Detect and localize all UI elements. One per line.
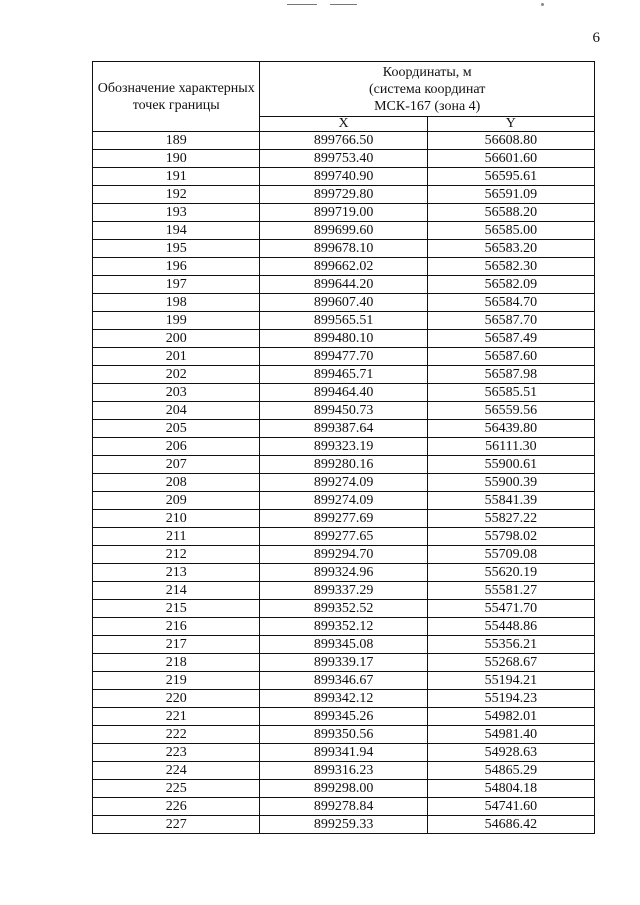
point-id-cell: 214 — [93, 582, 260, 600]
table-row — [93, 312, 595, 330]
point-id-cell: 199 — [93, 312, 260, 330]
point-id-cell: 200 — [93, 330, 260, 348]
point-id-cell: 217 — [93, 636, 260, 654]
x-coordinate-cell: 899699.60 — [260, 222, 427, 240]
coordinates-header — [260, 62, 595, 117]
y-coordinate-cell: 54982.01 — [427, 708, 594, 726]
y-coordinate-cell: 56588.20 — [427, 204, 594, 222]
point-id-cell: 221 — [93, 708, 260, 726]
x-coordinate-cell: 899277.69 — [260, 510, 427, 528]
point-id-cell: 192 — [93, 186, 260, 204]
x-coordinate-cell: 899294.70 — [260, 546, 427, 564]
point-id-cell: 202 — [93, 366, 260, 384]
x-coordinate-cell: 899719.00 — [260, 204, 427, 222]
table-row — [93, 744, 595, 762]
x-coordinate-cell: 899607.40 — [260, 294, 427, 312]
point-id-cell: 204 — [93, 402, 260, 420]
x-coordinate-cell: 899678.10 — [260, 240, 427, 258]
y-coordinate-cell: 55581.27 — [427, 582, 594, 600]
point-id-cell: 195 — [93, 240, 260, 258]
y-coordinate-cell: 56595.61 — [427, 168, 594, 186]
point-id-cell: 193 — [93, 204, 260, 222]
point-id-cell: 197 — [93, 276, 260, 294]
y-column-header: Y — [427, 117, 594, 132]
point-id-cell: 216 — [93, 618, 260, 636]
x-coordinate-cell: 899450.73 — [260, 402, 427, 420]
table-row — [93, 618, 595, 636]
y-coordinate-cell: 56601.60 — [427, 150, 594, 168]
y-coordinate-cell: 55268.67 — [427, 654, 594, 672]
point-id-cell: 227 — [93, 816, 260, 834]
y-coordinate-cell: 56587.70 — [427, 312, 594, 330]
y-coordinate-cell: 56608.80 — [427, 132, 594, 150]
point-id-cell: 205 — [93, 420, 260, 438]
point-id-cell: 222 — [93, 726, 260, 744]
table-row — [93, 708, 595, 726]
y-coordinate-cell: 55827.22 — [427, 510, 594, 528]
y-coordinate-cell: 54804.18 — [427, 780, 594, 798]
x-coordinate-cell: 899298.00 — [260, 780, 427, 798]
point-id-cell: 196 — [93, 258, 260, 276]
y-coordinate-cell: 56582.09 — [427, 276, 594, 294]
coordinates-table-body — [93, 132, 595, 834]
point-id-cell: 220 — [93, 690, 260, 708]
table-row — [93, 492, 595, 510]
point-id-cell: 223 — [93, 744, 260, 762]
y-coordinate-cell: 55194.21 — [427, 672, 594, 690]
point-id-cell: 213 — [93, 564, 260, 582]
y-coordinate-cell: 55620.19 — [427, 564, 594, 582]
x-coordinate-cell: 899465.71 — [260, 366, 427, 384]
point-id-cell: 218 — [93, 654, 260, 672]
x-coordinate-cell: 899753.40 — [260, 150, 427, 168]
point-id-cell: 190 — [93, 150, 260, 168]
table-row — [93, 546, 595, 564]
y-coordinate-cell: 54686.42 — [427, 816, 594, 834]
x-coordinate-cell: 899729.80 — [260, 186, 427, 204]
table-row — [93, 564, 595, 582]
x-coordinate-cell: 899337.29 — [260, 582, 427, 600]
point-id-cell: 203 — [93, 384, 260, 402]
table-row — [93, 528, 595, 546]
point-id-cell: 208 — [93, 474, 260, 492]
y-coordinate-cell: 56584.70 — [427, 294, 594, 312]
point-id-cell: 198 — [93, 294, 260, 312]
page-number: 6 — [592, 30, 600, 46]
point-id-cell: 212 — [93, 546, 260, 564]
x-coordinate-cell: 899342.12 — [260, 690, 427, 708]
point-id-cell: 191 — [93, 168, 260, 186]
y-coordinate-cell: 55709.08 — [427, 546, 594, 564]
x-coordinate-cell: 899345.26 — [260, 708, 427, 726]
x-coordinate-cell: 899341.94 — [260, 744, 427, 762]
table-row — [93, 780, 595, 798]
table-row — [93, 510, 595, 528]
table-row — [93, 348, 595, 366]
table-row — [93, 294, 595, 312]
y-coordinate-cell: 55798.02 — [427, 528, 594, 546]
table-row — [93, 690, 595, 708]
table-row — [93, 222, 595, 240]
point-id-cell: 189 — [93, 132, 260, 150]
table-row — [93, 654, 595, 672]
table-row — [93, 438, 595, 456]
y-coordinate-cell: 55471.70 — [427, 600, 594, 618]
table-row — [93, 258, 595, 276]
table-row — [93, 726, 595, 744]
scan-dot — [541, 3, 544, 6]
y-coordinate-cell: 56585.00 — [427, 222, 594, 240]
y-coordinate-cell: 56439.80 — [427, 420, 594, 438]
y-coordinate-cell: 54741.60 — [427, 798, 594, 816]
x-coordinate-cell: 899350.56 — [260, 726, 427, 744]
y-coordinate-cell: 56587.98 — [427, 366, 594, 384]
table-row — [93, 402, 595, 420]
y-coordinate-cell: 55841.39 — [427, 492, 594, 510]
x-coordinate-cell: 899323.19 — [260, 438, 427, 456]
point-id-cell: 201 — [93, 348, 260, 366]
y-coordinate-cell: 55900.61 — [427, 456, 594, 474]
y-coordinate-cell: 56587.60 — [427, 348, 594, 366]
x-coordinate-cell: 899464.40 — [260, 384, 427, 402]
x-coordinate-cell: 899662.02 — [260, 258, 427, 276]
table-row — [93, 276, 595, 294]
x-coordinate-cell: 899324.96 — [260, 564, 427, 582]
x-coordinate-cell: 899477.70 — [260, 348, 427, 366]
x-coordinate-cell: 899277.65 — [260, 528, 427, 546]
x-coordinate-cell: 899274.09 — [260, 492, 427, 510]
point-id-cell: 210 — [93, 510, 260, 528]
table-row — [93, 798, 595, 816]
x-coordinate-cell: 899387.64 — [260, 420, 427, 438]
table-row — [93, 636, 595, 654]
table-row — [93, 240, 595, 258]
point-designation-header: Обозначение характерных точек границы — [93, 62, 260, 132]
y-coordinate-cell: 54865.29 — [427, 762, 594, 780]
point-id-cell: 211 — [93, 528, 260, 546]
x-coordinate-cell: 899278.84 — [260, 798, 427, 816]
table-row — [93, 582, 595, 600]
table-row — [93, 384, 595, 402]
y-coordinate-cell: 55900.39 — [427, 474, 594, 492]
x-coordinate-cell: 899766.50 — [260, 132, 427, 150]
table-row — [93, 762, 595, 780]
table-row — [93, 420, 595, 438]
point-id-cell: 194 — [93, 222, 260, 240]
y-coordinate-cell: 54928.63 — [427, 744, 594, 762]
x-coordinate-cell: 899339.17 — [260, 654, 427, 672]
y-coordinate-cell: 56587.49 — [427, 330, 594, 348]
point-id-cell: 225 — [93, 780, 260, 798]
x-coordinate-cell: 899345.08 — [260, 636, 427, 654]
scan-mark — [287, 4, 317, 5]
point-id-cell: 206 — [93, 438, 260, 456]
x-coordinate-cell: 899259.33 — [260, 816, 427, 834]
table-row — [93, 456, 595, 474]
table-row — [93, 474, 595, 492]
point-id-cell: 219 — [93, 672, 260, 690]
table-row — [93, 366, 595, 384]
coordinates-table — [92, 61, 595, 834]
x-coordinate-cell: 899316.23 — [260, 762, 427, 780]
point-id-cell: 207 — [93, 456, 260, 474]
x-coordinate-cell: 899280.16 — [260, 456, 427, 474]
coordinates-header-line2: (система координат — [369, 81, 486, 97]
y-coordinate-cell: 56585.51 — [427, 384, 594, 402]
y-coordinate-cell: 56591.09 — [427, 186, 594, 204]
coordinates-header-line3: МСК-167 (зона 4) — [374, 98, 481, 114]
x-coordinate-cell: 899480.10 — [260, 330, 427, 348]
point-id-cell: 209 — [93, 492, 260, 510]
y-coordinate-cell: 54981.40 — [427, 726, 594, 744]
y-coordinate-cell: 56111.30 — [427, 438, 594, 456]
point-id-cell: 226 — [93, 798, 260, 816]
y-coordinate-cell: 55356.21 — [427, 636, 594, 654]
x-coordinate-cell: 899274.09 — [260, 474, 427, 492]
table-row — [93, 600, 595, 618]
table-row — [93, 672, 595, 690]
x-column-header: X — [260, 117, 427, 132]
table-row — [93, 186, 595, 204]
table-row — [93, 150, 595, 168]
scan-top-marks — [0, 4, 640, 10]
point-id-cell: 224 — [93, 762, 260, 780]
x-coordinate-cell: 899644.20 — [260, 276, 427, 294]
table-row — [93, 168, 595, 186]
point-id-cell: 215 — [93, 600, 260, 618]
scan-mark — [330, 4, 357, 5]
y-coordinate-cell: 55448.86 — [427, 618, 594, 636]
coordinates-header-line1: Координаты, м — [382, 64, 472, 80]
x-coordinate-cell: 899346.67 — [260, 672, 427, 690]
y-coordinate-cell: 55194.23 — [427, 690, 594, 708]
table-row — [93, 816, 595, 834]
table-row — [93, 204, 595, 222]
x-coordinate-cell: 899740.90 — [260, 168, 427, 186]
y-coordinate-cell: 56582.30 — [427, 258, 594, 276]
x-coordinate-cell: 899352.52 — [260, 600, 427, 618]
y-coordinate-cell: 56583.20 — [427, 240, 594, 258]
x-coordinate-cell: 899352.12 — [260, 618, 427, 636]
table-row — [93, 132, 595, 150]
x-coordinate-cell: 899565.51 — [260, 312, 427, 330]
y-coordinate-cell: 56559.56 — [427, 402, 594, 420]
table-row — [93, 330, 595, 348]
